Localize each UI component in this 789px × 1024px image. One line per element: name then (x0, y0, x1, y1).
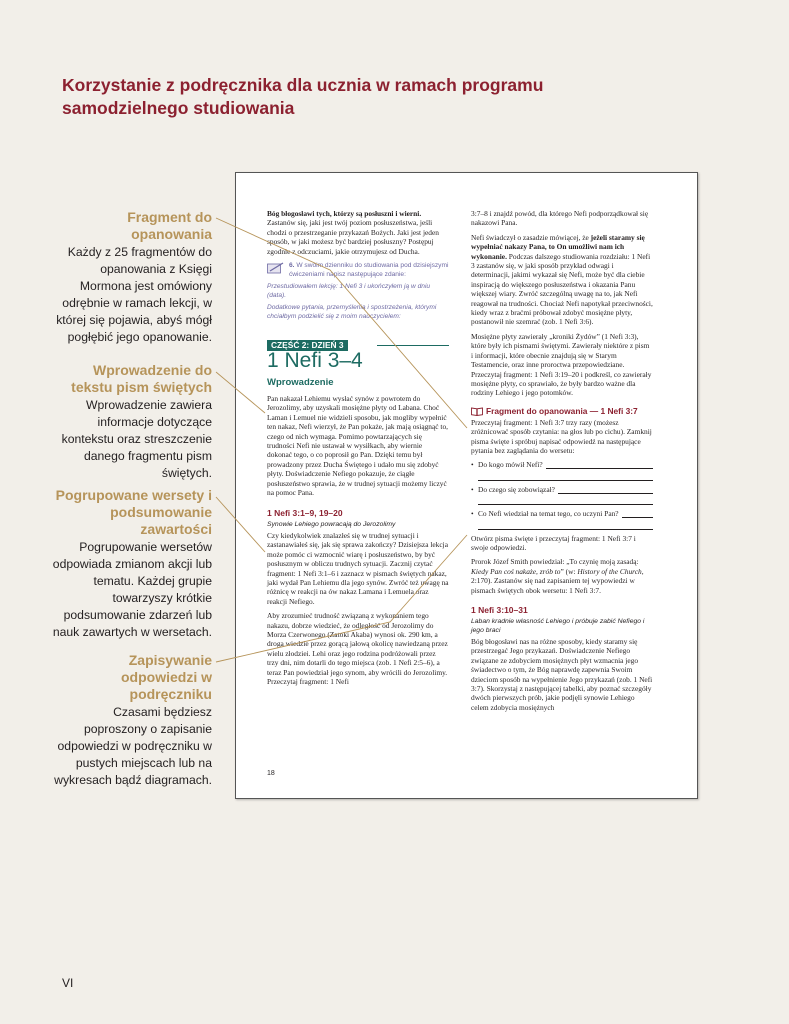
left-column (267, 209, 449, 692)
body-paragraph: Otwórz pisma święte i przeczytaj fragment: 1 Nefi 3:7 i swoje odpowiedzi. (471, 533, 636, 552)
principle-paragraph (471, 233, 653, 327)
journal-note (267, 262, 449, 321)
answer-line[interactable] (478, 494, 653, 505)
open-book-icon (471, 407, 483, 416)
intro-paragraph (267, 209, 449, 256)
question-text: • Do kogo mówił Nefi? (478, 460, 543, 470)
note-number: 6. (289, 262, 295, 270)
folio-page-number: VI (62, 976, 74, 990)
body-paragraph: Mosiężne płyty zawierały „kroniki Żydów” (1 Nefi 3:3), które były ich pismami świętymi. Zawierały niektóre z pism i informacji, które obecnie znajdują się w Starym Testamencie, oraz inne proroctwa przepowiedziane. Przeczytaj fragment: 1 Nefi 3:19–20 i podkreśl, co zawierały mosiężne płyty, co sprawiało, że były bardzo ważne dla rodziny Lehiego i jego potomków. (471, 331, 652, 398)
callout-heading: Pogrupowane wersety i podsumowanie zawartości (55, 487, 212, 537)
text-run: 2:170). Zastanów się nad zapisaniem tej wypowiedzi w pismach świętych obok wersetu: 1 Nefi 3:7. (471, 576, 635, 595)
note-line-2: Dodatkowe pytania, przemyślenia i spostrzeżenia, którymi chciałbym podzielić się z moim nauczycielem: (267, 304, 437, 320)
pencil-journal-icon (267, 262, 284, 274)
answer-blank[interactable] (546, 460, 653, 469)
body-paragraph: Bóg błogosławi nas na różne sposoby, kiedy staramy się przestrzegać Jego przykazań. Doświadczenie Nefiego związane ze zdobyciem mosiężnych płyt wzmacnia jego świadectwo o tym, że Bóg naprawdę zapewnia Swoim dzieciom sposób na wypełnienie Jego przykazań (zob. 1 Nefi 3:7). Skorzystaj z następującej tabelki, aby poznać szczegóły dwóch pierwszych prób, jakie podjęli synowie Lehiego celem zdobycia mosiężnych (471, 637, 653, 712)
mastery-heading-text: Fragment do opanowania — 1 Nefi 3:7 (486, 405, 638, 416)
text-run: ” (w: (560, 566, 578, 576)
body-paragraph: 3:7–8 i znajdź powód, dla którego Nefi podporządkował się nakazowi Pana. (471, 209, 649, 228)
callout-grouped-verses (52, 487, 212, 641)
lesson-title: 1 Nefi 3–4 (267, 349, 363, 373)
question-item (471, 485, 653, 494)
text-run: Podczas dalszego studiowania rozdziału: 1 Nefi 3 zastanów się, w jaki sposób przykład odwagi i determinacji, jakimi wykazał się Nefi, może być dla ciebie inspiracją do większego posłuszeństwa i okazania Panu większej wiary. Zwróć szczególną uwagę na to, jak Nefi reagował na trudności. Chociaż Nefi napotykał przeciwności, kiedy wraz z braćmi próbował zdobyć mosiężne płyty, postanowił nie szemrać (zob. 1 Nefi 3:6). (471, 251, 653, 327)
part-day-label: CZĘŚĆ 2: DZIEŃ 3 (267, 340, 348, 351)
block-summary: Laban kradnie własność Lehiego i próbuje zabić Nefiego i jego braci (471, 618, 645, 634)
block-heading: 1 Nefi 3:10–31 (471, 605, 528, 615)
text-run: Nefi świadczył o zasadzie mówiącej, że (471, 232, 591, 242)
answer-line[interactable] (478, 519, 653, 530)
answer-blank[interactable] (622, 509, 653, 518)
note-text: W swoim dzienniku do studiowania pod dzisiejszymi ćwiczeniami napisz następujące zdanie: (289, 262, 449, 278)
introduction-paragraph: Pan nakazał Lehiemu wysłać synów z powrotem do Jerozolimy, aby uzyskali mosiężne płyty od Labana. Choć Laman i Lemuel nie widzieli sposobu, jak mogliby wypełnić ten nakaz, Nefi wierzył, że Pan pokaże, jak mają osiągnąć to, czego od nich wymaga. Pomimo powtarzających się trudności Nefi nie ustawał w wysiłkach, aby wiernie dokonać tego, o co poprosił go Pan. Dzięki temu był prowadzony przez Ducha Świętego i udało mu się zdobyć płyty. Doświadczenie Nefiego pokazuje, że ciągłe posłuszeństwo sprawia, że w trudnej sytuacji możemy liczyć na pomoc Pana. (267, 394, 448, 498)
callout-body: Czasami będziesz poproszony o zapisanie odpowiedzi w podręczniku w pustych miejscach lub na wykresach bądź diagramach. (54, 705, 212, 787)
text-run: Prorok Józef Smith powiedział: „To czynię moją zasadą: (471, 557, 639, 567)
question-text: • Do czego się zobowiązał? (478, 484, 555, 494)
callout-heading: Fragment do opanowania (127, 209, 212, 242)
callout-scripture-mastery (52, 209, 212, 346)
callout-body: Wprowadzenie zawiera informacje dotyczące kontekstu oraz streszczenie danego fragmentu pism świętych. (61, 398, 212, 480)
body-paragraph: Aby zrozumieć trudność związaną z wykonaniem tego nakazu, dobrze wiedzieć, że odległość od Jerozolimy do Morza Czerwonego (Zatoki Akaba) wynosi ok. 290 km, a droga wiedzie przez gorącą jałową okolicę nawiedzaną przez wielu złodziei. Lehi oraz jego rodzina podróżowali przez trzy dni, nim dotarli do tego miejsca (zob. 1 Nefi 2:5–6), a teraz Pan powiedział jego synom, aby wrócili do Jerozolimy. Przeczytaj fragment: 1 Nefi (267, 611, 448, 687)
question-text: • Co Nefi wiedział na temat tego, co uczyni Pan? (478, 509, 619, 519)
callout-recording-answers (52, 652, 212, 789)
body-paragraph: Czy kiedykolwiek znalazłeś się w trudnej sytuacji i zastanawiałeś się, jak się sprawa zakończy? Dzisiejsza lekcja może pomóc ci wzmocnić wiarę i posłuszeństwo, by być posłusznym w obliczu trudnych sytuacji. Zacznij czytać fragment: 1 Nefi 3:1–6 i zaznacz w pismach świętych nakaz, jaki wydał Pan Lehiemu dla jego synów. Zwróć też uwagę na różnicę w reakcji na ów nakaz Lamana i Lemuela oraz reakcji Nefiego. (267, 531, 449, 606)
mastery-heading (471, 406, 653, 417)
part-rule (377, 345, 449, 346)
quote-paragraph (471, 557, 653, 595)
principle-bold: jeżeli staramy się wypełniać nakazy Pana, to On umożliwi nam ich wykonanie. (471, 232, 645, 261)
source-italic: History of the Church, (577, 566, 644, 576)
question-item (471, 460, 653, 469)
mastery-instructions: Przeczytaj fragment: 1 Nefi 3:7 trzy razy (możesz zróżnicować sposób czytania: na głos lub po cichu). Zamknij pisma święte i spróbuj napisać odpowiedź na następujące pytania bez zaglądania do wersetu: (471, 417, 652, 455)
callout-heading: Zapisywanie odpowiedzi w podręczniku (121, 652, 212, 702)
question-item (471, 509, 653, 518)
answer-line[interactable] (478, 470, 653, 481)
callout-scripture-introduction (52, 362, 212, 482)
callout-body: Pogrupowanie wersetów odpowiada zmianom akcji lub tematu. Każdej grupie towarzyszy krótkie podsumowanie zdarzeń lub nauk zawartych w wersetach. (52, 540, 212, 639)
sample-page (235, 172, 698, 799)
intro-bold: Bóg błogosławi tych, którzy są posłuszni i wierni. (267, 209, 422, 218)
callout-body: Każdy z 25 fragmentów do opanowania z Księgi Mormona jest omówiony odrębnie w ramach lekcji, w której się pojawia, abyś mógł pogłębić jego opanowanie. (56, 245, 212, 344)
introduction-heading: Wprowadzenie (267, 377, 334, 389)
callout-heading: Wprowadzenie do tekstu pism świętych (71, 362, 212, 395)
block-heading: 1 Nefi 3:1–9, 19–20 (267, 507, 343, 518)
answer-blank[interactable] (558, 485, 653, 494)
block-summary: Synowie Lehiego powracają do Jerozolimy (267, 520, 396, 528)
right-column (471, 209, 653, 717)
page-title: Korzystanie z podręcznika dla ucznia w ramach programu samodzielnego studiowania (62, 75, 544, 118)
page-number: 18 (267, 770, 275, 777)
intro-text: Zastanów się, jaki jest twój poziom posłuszeństwa, jeśli chodzi o przestrzeganie przykazań Bożych. Jaki jest jeden sposób, w jaki możesz być bardziej posłuszny? Postępuj zgodnie z odczuciami, jakie otrzymujesz od Ducha. (267, 218, 439, 256)
note-line-1: Przestudiowałem lekcję: 1 Nefi 3 i ukończyłem ją w dniu (data). (267, 283, 431, 299)
quote-italic: Kiedy Pan coś nakaże, zrób to (471, 566, 561, 576)
